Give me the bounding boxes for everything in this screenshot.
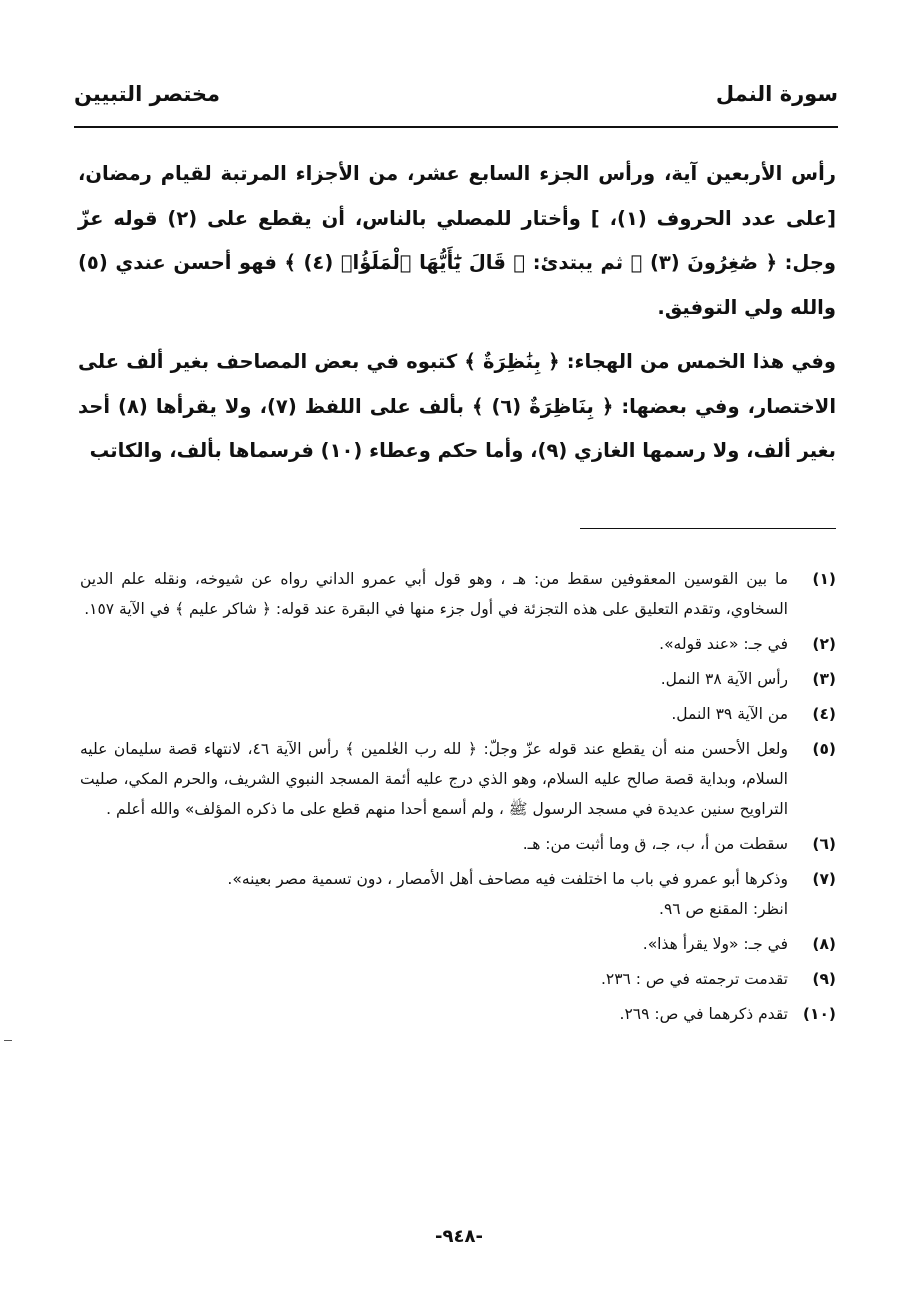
footnote-text: من الآية ٣٩ النمل.	[671, 705, 788, 723]
footnotes	[80, 564, 836, 1034]
footnote-1	[80, 564, 836, 624]
footnote-number: (٤)	[812, 705, 836, 723]
footnote-9	[80, 964, 836, 994]
footnote-2	[80, 629, 836, 659]
footnote-number: (٧)	[812, 870, 836, 888]
paragraph-2: وفي هذا الخمس من الهجاء: ﴿ بِنَٰظِرَةٌ ﴾ كتبوه في بعض المصاحف بغير ألف على الاختصار، وفي بعضها: ﴿ بِنَاظِرَةٌ (٦) ﴾ بألف على اللفظ (٧)، ولا يقرأها (٨) أحد بغير ألف، ولا رسمها الغازي (٩)، وأما حكم وعطاء (١٠) فرسماها بألف، والكاتب	[78, 350, 837, 462]
footnote-number: (٨)	[812, 935, 836, 953]
footnote-number: (٥)	[812, 740, 836, 758]
footnote-text	[80, 864, 788, 924]
footnote-text: ولعل الأحسن منه أن يقطع عند قوله عزّ وجلّ: ﴿ لله رب العٰلمين ﴾ رأس الآية ٤٦، لانتهاء قصة سليمان عليه السلام، وبداية قصة صالح عليه السلام، وهو الذي درج عليه أئمة المسجد النبوي الشريف، والحرم المكي، صليت التراويح سنين عديدة في مسجد الرسول ﷺ ، ولم أسمع أحدا منهم قطع على ما ذكره المؤلف» والله أعلم .	[80, 740, 789, 818]
footnote-reference: انظر: المقنع ص ٩٦.	[659, 900, 788, 918]
footnote-number: (١)	[812, 570, 836, 588]
footnote-number: (٩)	[812, 970, 836, 988]
footnote-text: تقدم ذكرهما في ص: ٢٦٩.	[619, 1005, 788, 1023]
footnote-text: سقطت من أ، ب، جـ، ق وما أثبت من: هـ.	[522, 835, 788, 853]
paragraph-1: رأس الأربعين آية، ورأس الجزء السابع عشر، من الأجزاء المرتبة لقيام رمضان، [على عدد الحروف (١)، ] وأختار للمصلي بالناس، أن يقطع على (٢) قوله عزّ وجل: ﴿ صَٰغِرُونَ (٣) ﴾ ثم يبتدئ: ﴿ قَالَ يَٰٓأَيُّهَا ٱلْمَلَؤُا۟ (٤) ﴾ فهو أحسن عندي (٥) والله ولي التوفيق.	[78, 162, 836, 319]
footnote-text: رأس الآية ٣٨ النمل.	[660, 670, 788, 688]
footnote-3	[80, 664, 836, 694]
page-number: -٩٤٨-	[435, 1226, 483, 1247]
footnote-text: ما بين القوسين المعقوفين سقط من: هـ ، وهو قول أبي عمرو الداني رواه عن شيوخه، ونقله علم الدين السخاوي، وتقدم التعليق على هذه التجزئة في أول جزء منها في البقرة عند قوله: ﴿ شاكر عليم ﴾ في الآية ١٥٧.	[80, 570, 788, 618]
footnote-number: (٣)	[812, 670, 836, 688]
footnote-text-line: وذكرها أبو عمرو في باب ما اختلفت فيه مصاحف أهل الأمصار ، دون تسمية مصر بعينه».	[227, 870, 788, 888]
surah-title: سورة النمل	[715, 82, 838, 106]
header-divider	[74, 126, 838, 128]
scan-mark	[4, 1040, 12, 1041]
footnote-text: تقدمت ترجمته في ص : ٢٣٦.	[600, 970, 788, 988]
main-text	[78, 152, 836, 474]
footnote-6	[80, 829, 836, 859]
book-title: مختصر التبيين	[74, 82, 221, 106]
footnote-text: في جـ: «عند قوله».	[659, 635, 788, 653]
footnote-number: (٦)	[812, 835, 836, 853]
footnote-7	[80, 864, 836, 924]
footnote-10	[80, 999, 836, 1029]
footnote-divider	[580, 528, 836, 529]
footnote-number: (٢)	[812, 635, 836, 653]
footnote-8	[80, 929, 836, 959]
footnote-number: (١٠)	[802, 1005, 836, 1023]
footnote-4	[80, 699, 836, 729]
footnote-text: في جـ: «ولا يقرأ هذا».	[642, 935, 788, 953]
footnote-5	[80, 734, 836, 824]
